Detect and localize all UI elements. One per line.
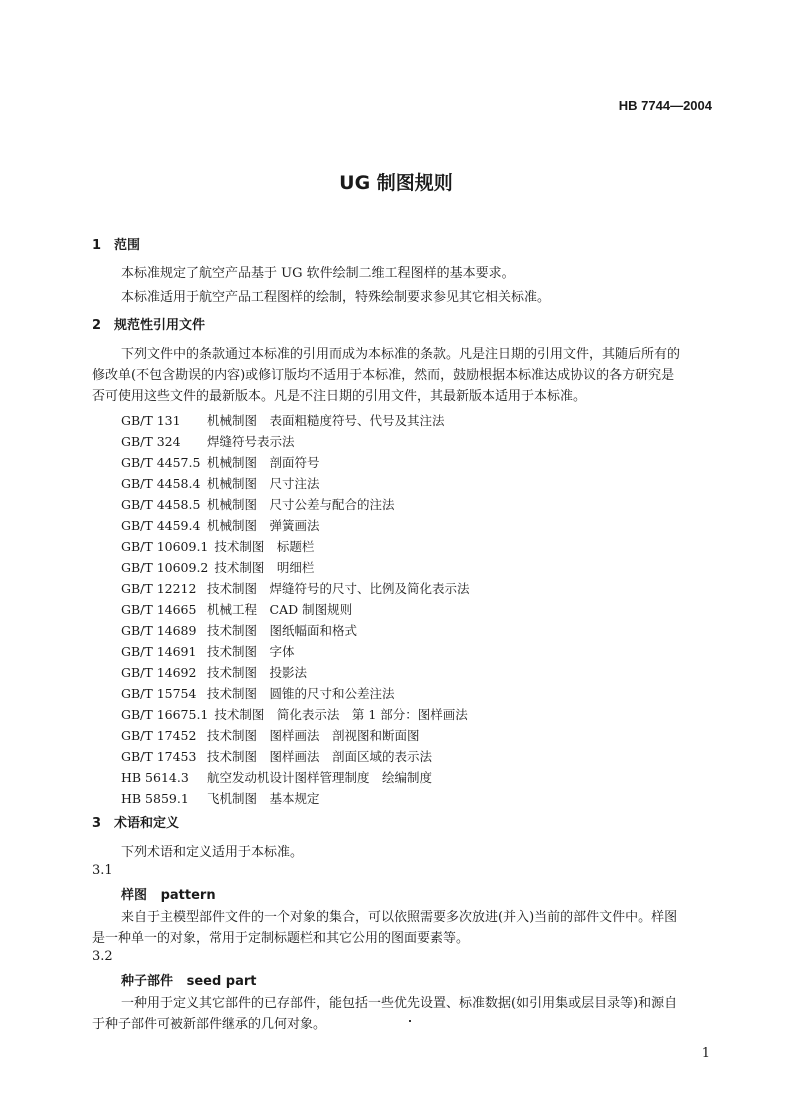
reference-item <box>121 496 470 517</box>
reference-item <box>121 622 470 643</box>
section-title: 范围 <box>114 238 141 253</box>
section-title: 规范性引用文件 <box>114 318 206 333</box>
paragraph: 本标准规定了航空产品基于 UG 软件绘制二维工程图样的基本要求。 <box>121 266 515 281</box>
paragraph: 下列术语和定义适用于本标准。 <box>121 845 304 860</box>
reference-title: 技术制图 标题栏 <box>214 539 315 554</box>
reference-code: GB/T 14692 <box>121 665 197 680</box>
reference-title: 技术制图 字体 <box>207 644 295 659</box>
section-number: 3 <box>92 816 102 831</box>
reference-code: GB/T 10609.1 <box>121 539 209 554</box>
scan-speck <box>409 1020 411 1022</box>
page-title: UG 制图规则 <box>339 172 453 194</box>
reference-item <box>121 748 470 769</box>
reference-title: 技术制图 图样画法 剖视图和断面图 <box>207 728 420 743</box>
reference-title: 技术制图 简化表示法 第 1 部分：图样画法 <box>214 707 468 722</box>
definition-line: 来自于主模型部件文件的一个对象的集合，可以依照需要多次放进(并入)当前的部件文件中。样图 <box>121 910 678 925</box>
reference-code: HB 5614.3 <box>121 770 189 785</box>
reference-code: GB/T 14665 <box>121 602 197 617</box>
reference-code: GB/T 14691 <box>121 644 197 659</box>
section-number: 2 <box>92 318 102 333</box>
reference-item <box>121 475 470 496</box>
reference-code: GB/T 17453 <box>121 749 197 764</box>
reference-code: GB/T 15754 <box>121 686 197 701</box>
reference-title: 机械制图 尺寸注法 <box>207 476 320 491</box>
reference-title: 技术制图 明细栏 <box>214 560 315 575</box>
subsection-number: 3.1 <box>92 863 113 878</box>
reference-item <box>121 769 470 790</box>
section-heading-scope <box>92 234 140 253</box>
reference-title: 机械制图 尺寸公差与配合的注法 <box>207 497 395 512</box>
subsection-number: 3.2 <box>92 949 113 964</box>
reference-code: GB/T 4457.5 <box>121 455 201 470</box>
standard-number: HB 7744—2004 <box>618 98 712 113</box>
section-title: 术语和定义 <box>114 816 180 831</box>
reference-item <box>121 790 470 811</box>
reference-item <box>121 727 470 748</box>
reference-title: 机械制图 弹簧画法 <box>207 518 320 533</box>
reference-code: GB/T 12212 <box>121 581 197 596</box>
reference-code: GB/T 17452 <box>121 728 197 743</box>
reference-item <box>121 412 470 433</box>
paragraph-line: 否可使用这些文件的最新版本。凡是不注日期的引用文件，其最新版本适用于本标准。 <box>92 389 587 404</box>
term-heading <box>121 970 257 989</box>
definition-line: 是一种单一的对象，常用于定制标题栏和其它公用的图面要素等。 <box>92 931 470 946</box>
reference-item <box>121 685 470 706</box>
reference-title: 机械工程 CAD 制图规则 <box>207 602 353 617</box>
term-cn: 种子部件 <box>121 974 174 989</box>
term-en: pattern <box>160 888 216 903</box>
reference-title: 技术制图 焊缝符号的尺寸、比例及简化表示法 <box>207 581 470 596</box>
reference-item <box>121 601 470 622</box>
reference-item <box>121 517 470 538</box>
reference-item <box>121 538 470 559</box>
reference-title: 飞机制图 基本规定 <box>207 791 320 806</box>
reference-title: 技术制图 图纸幅面和格式 <box>207 623 358 638</box>
reference-title: 技术制图 图样画法 剖面区域的表示法 <box>207 749 433 764</box>
reference-title: 机械制图 剖面符号 <box>207 455 320 470</box>
reference-item <box>121 559 470 580</box>
paragraph-line: 修改单(不包含勘误的内容)或修订版均不适用于本标准，然而，鼓励根据本标准达成协议的各方研究是 <box>92 368 675 383</box>
reference-item <box>121 580 470 601</box>
reference-code: GB/T 4459.4 <box>121 518 201 533</box>
reference-title: 焊缝符号表示法 <box>207 434 295 449</box>
reference-title: 技术制图 投影法 <box>207 665 308 680</box>
reference-code: HB 5859.1 <box>121 791 189 806</box>
reference-title: 航空发动机设计图样管理制度 绘编制度 <box>207 770 433 785</box>
paragraph: 本标准适用于航空产品工程图样的绘制，特殊绘制要求参见其它相关标准。 <box>121 290 551 305</box>
reference-code: GB/T 324 <box>121 434 181 449</box>
reference-list <box>121 412 470 811</box>
reference-code: GB/T 4458.4 <box>121 476 201 491</box>
term-heading <box>121 884 216 903</box>
reference-item <box>121 706 470 727</box>
reference-code: GB/T 16675.1 <box>121 707 209 722</box>
reference-code: GB/T 4458.5 <box>121 497 201 512</box>
page-number: 1 <box>701 1046 710 1061</box>
reference-code: GB/T 10609.2 <box>121 560 209 575</box>
reference-title: 机械制图 表面粗糙度符号、代号及其注法 <box>207 413 445 428</box>
definition-line: 一种用于定义其它部件的已存部件，能包括一些优先设置、标准数据(如引用集或层目录等)和源自 <box>121 996 678 1011</box>
reference-code: GB/T 131 <box>121 413 181 428</box>
reference-item <box>121 454 470 475</box>
definition-line: 于种子部件可被新部件继承的几何对象。 <box>92 1017 327 1032</box>
term-cn: 样图 <box>121 888 148 903</box>
section-heading-normative-refs <box>92 314 205 333</box>
section-number: 1 <box>92 238 102 253</box>
reference-item <box>121 643 470 664</box>
term-en: seed part <box>186 974 257 989</box>
reference-code: GB/T 14689 <box>121 623 197 638</box>
section-heading-terms <box>92 812 179 831</box>
paragraph-line: 下列文件中的条款通过本标准的引用而成为本标准的条款。凡是注日期的引用文件，其随后所有的 <box>121 347 681 362</box>
reference-item <box>121 433 470 454</box>
reference-item <box>121 664 470 685</box>
reference-title: 技术制图 圆锥的尺寸和公差注法 <box>207 686 395 701</box>
